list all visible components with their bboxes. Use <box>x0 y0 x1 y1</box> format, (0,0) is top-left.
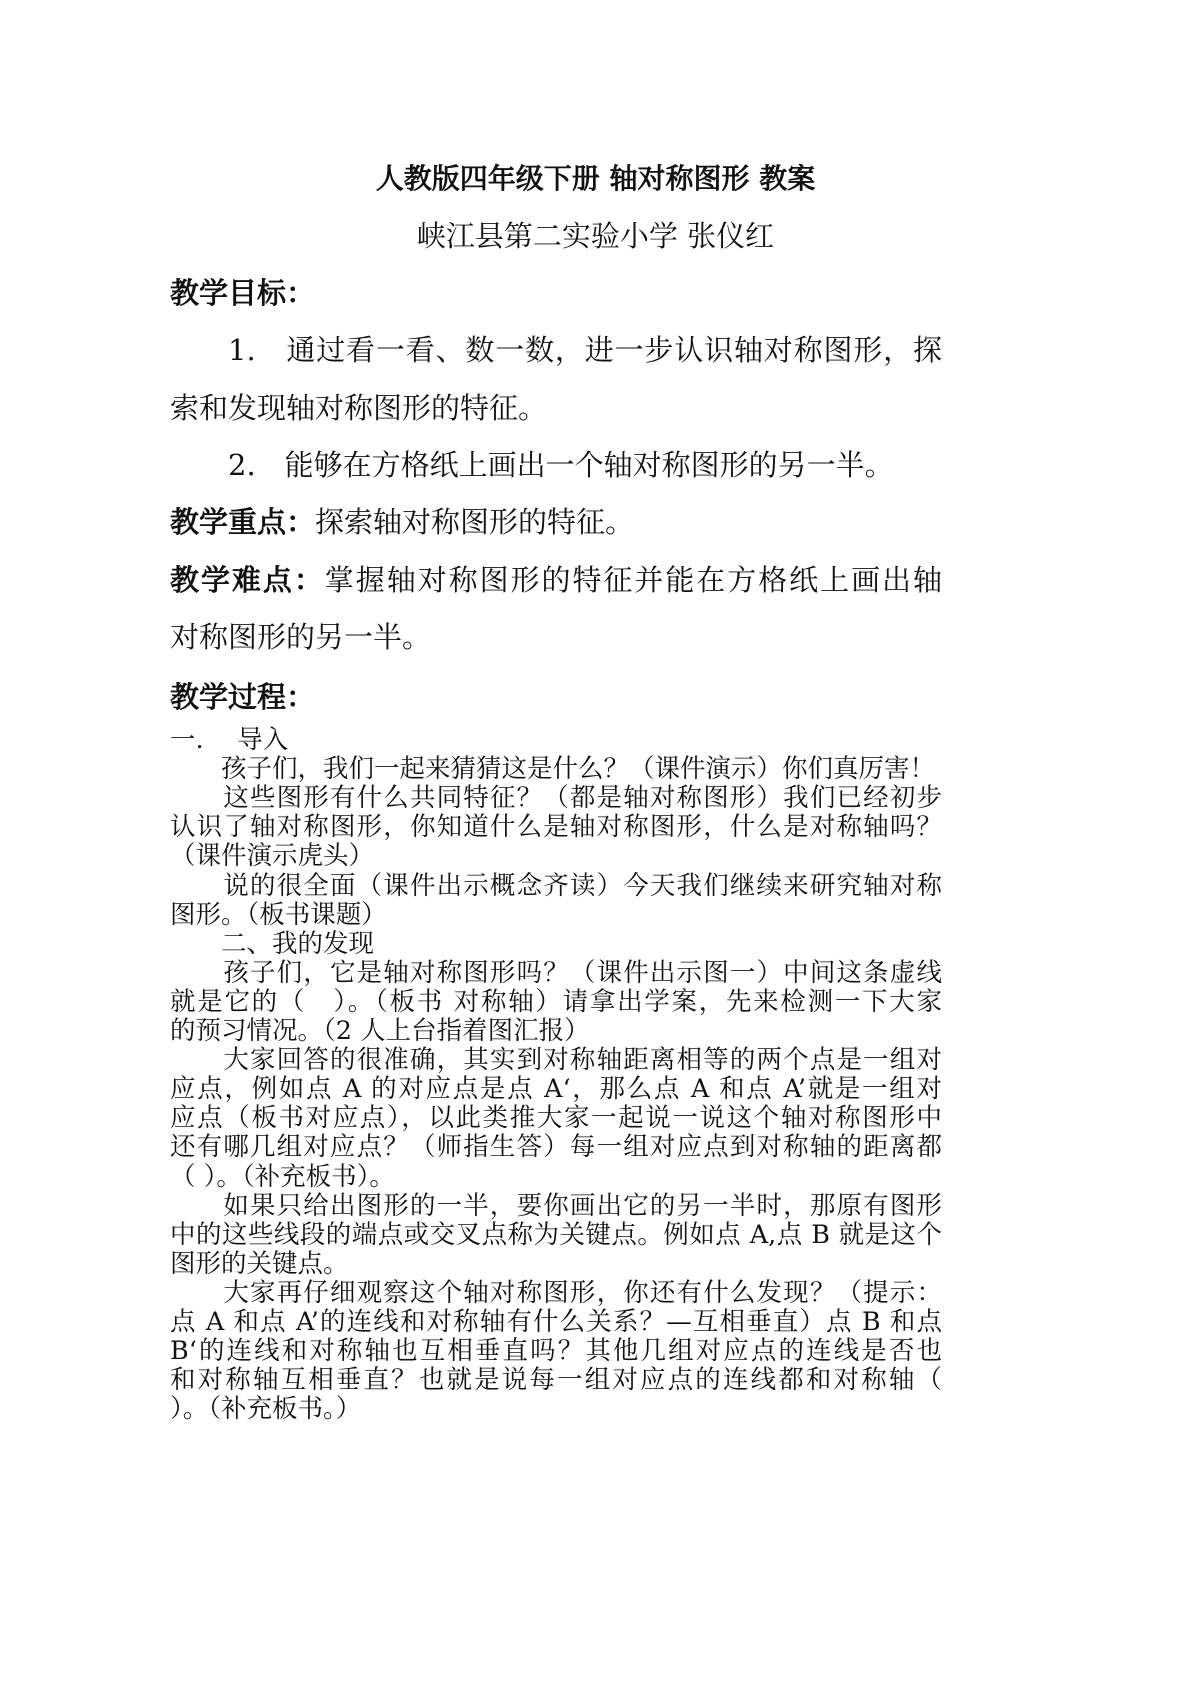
process-line: 说的很全面（课件出示概念齐读）今天我们继续来研究轴对称 <box>170 870 942 901</box>
process-line: 图形的关键点。 <box>170 1248 349 1279</box>
process-line: 如果只给出图形的一半，要你画出它的另一半时，那原有图形 <box>170 1190 942 1221</box>
difficulty <box>170 563 942 597</box>
difficulty-label: 教学难点： <box>170 563 325 597</box>
process-line: 的预习情况。（2 人上台指着图汇报） <box>170 1016 590 1046</box>
process-line: 孩子们，它是轴对称图形吗？（课件出示图一）中间这条虚线 <box>170 957 942 988</box>
author-line: 峡江县第二实验小学 张仪红 <box>416 219 775 253</box>
process-line: 图形。（板书课题） <box>170 899 387 930</box>
process-line: （ ）。（补充板书）。 <box>170 1161 395 1192</box>
process-line: 这些图形有什么共同特征？（都是轴对称图形）我们已经初步 <box>170 783 942 814</box>
process-line: B‘的连线和对称轴也互相垂直吗？其他几组对应点的连线是否也 <box>170 1336 942 1367</box>
objective-1-line-1: 1. 通过看一看、数一数，进一步认识轴对称图形，探 <box>228 333 942 367</box>
process-heading: 教学过程： <box>170 680 316 714</box>
process-line: 二、我的发现 <box>170 928 375 959</box>
process-line: ）。（补充板书。） <box>170 1394 362 1425</box>
process-line: 和对称轴互相垂直？也就是说每一组对应点的连线都和对称轴（ <box>170 1365 942 1396</box>
process-line: 中的这些线段的端点或交叉点称为关键点。例如点 A,点 B 就是这个 <box>170 1219 942 1250</box>
process-line: 应点，例如点 A 的对应点是点 A‘，那么点 A 和点 A’就是一组对 <box>170 1074 942 1105</box>
objective-1-line-2: 索和发现轴对称图形的特征。 <box>170 391 548 425</box>
process-line: 一. 导入 <box>170 725 289 755</box>
key-point-label: 教学重点： <box>170 505 316 539</box>
objectives-heading: 教学目标： <box>170 276 316 310</box>
process-line: （课件演示虎头） <box>170 841 375 872</box>
key-point-text: 探索轴对称图形的特征。 <box>315 505 635 539</box>
process-line: 大家回答的很准确，其实到对称轴距离相等的两个点是一组对 <box>170 1045 942 1076</box>
process-line: 大家再仔细观察这个轴对称图形，你还有什么发现？（提示： <box>170 1277 942 1308</box>
key-point <box>170 505 942 539</box>
document-title: 人教版四年级下册 轴对称图形 教案 <box>375 162 816 195</box>
difficulty-text: 掌握轴对称图形的特征并能在方格纸上画出轴 <box>324 563 942 597</box>
process-line: 还有哪几组对应点？（师指生答）每一组对应点到对称轴的距离都 <box>170 1132 942 1163</box>
objective-2: 2. 能够在方格纸上画出一个轴对称图形的另一半。 <box>228 448 894 482</box>
difficulty-line-2: 对称图形的另一半。 <box>170 620 432 654</box>
process-line: 就是它的（ ）。（板书 对称轴）请拿出学案，先来检测一下大家 <box>170 986 942 1017</box>
process-line: 孩子们，我们一起来猜猜这是什么？（课件演示）你们真厉害！ <box>170 754 936 785</box>
process-line: 认识了轴对称图形，你知道什么是轴对称图形，什么是对称轴吗？ <box>170 812 942 843</box>
process-line: 应点（板书对应点），以此类推大家一起说一说这个轴对称图形中 <box>170 1103 942 1134</box>
process-line: 点 A 和点 A’的连线和对称轴有什么关系？—互相垂直）点 B 和点 <box>170 1307 942 1337</box>
